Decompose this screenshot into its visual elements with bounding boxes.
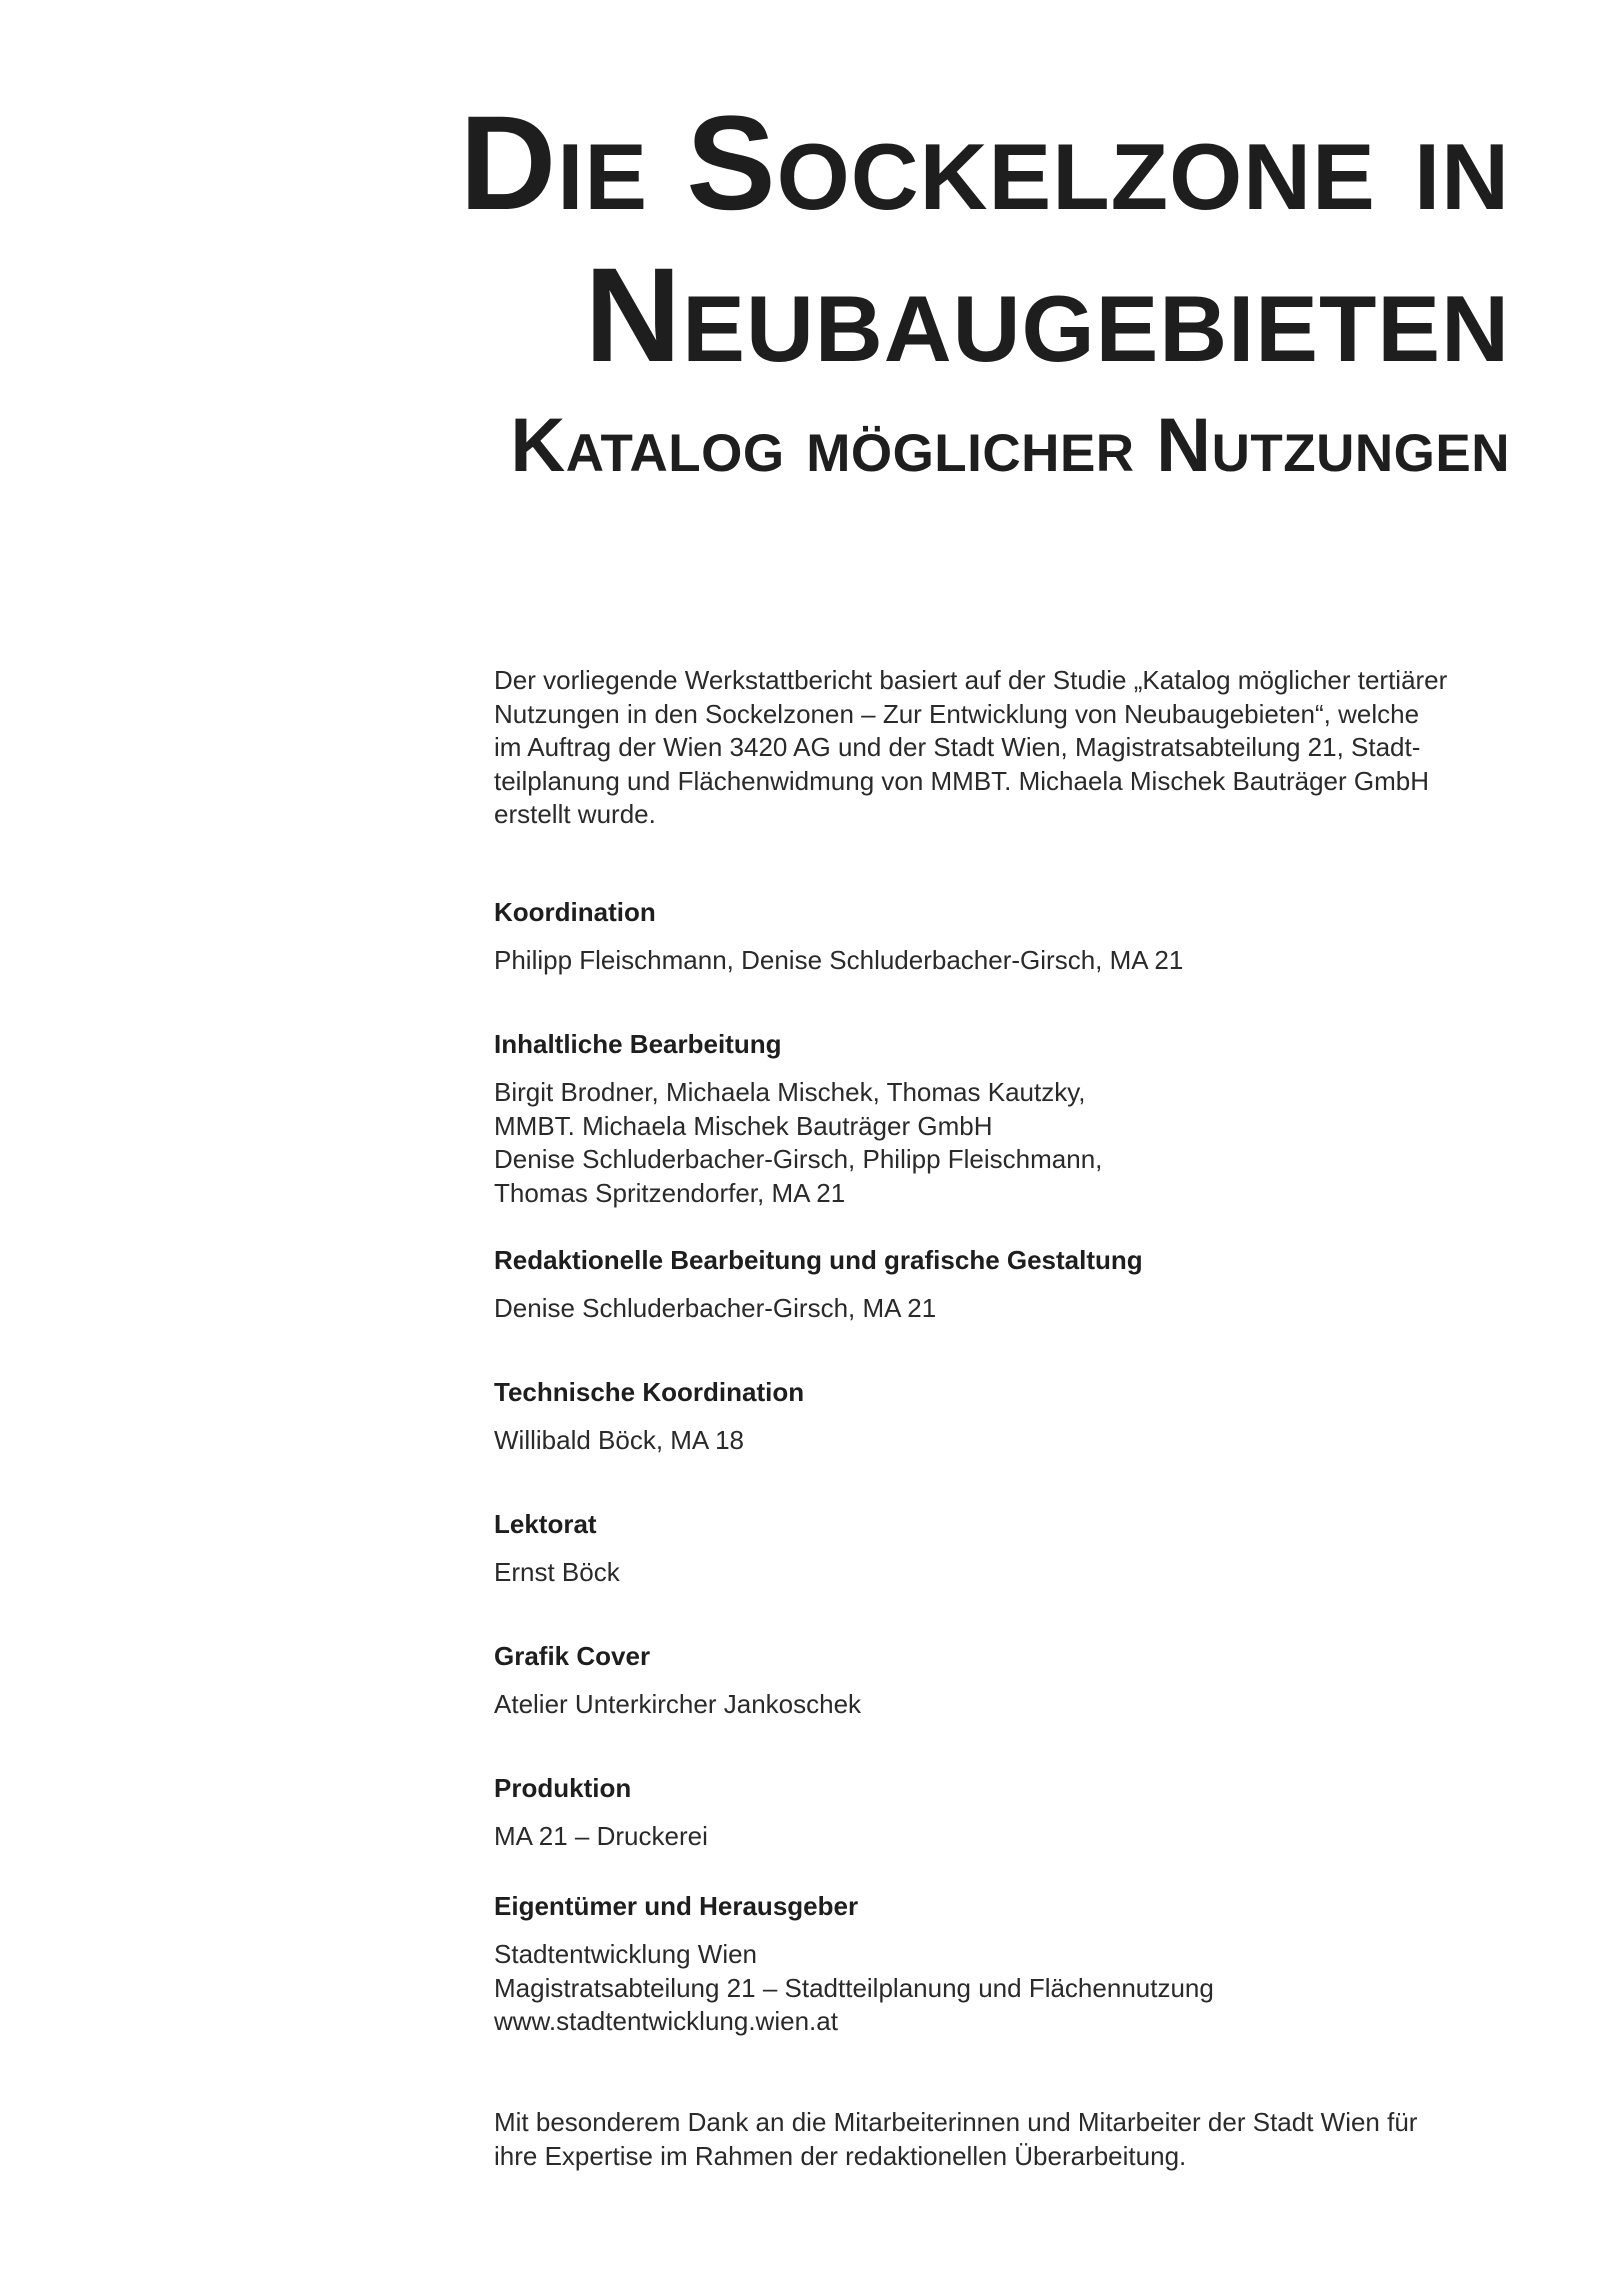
title-line-1: Die Sockelzone in xyxy=(459,89,1510,238)
intro-line: Nutzungen in den Sockelzonen – Zur Entwicklung von Neubaugebieten“, welche xyxy=(494,698,1420,729)
credit-inhaltliche-bearbeitung xyxy=(494,1028,1524,1210)
credit-heading: Produktion xyxy=(494,1773,632,1803)
credit-heading: Grafik Cover xyxy=(494,1641,651,1671)
intro-line: erstellt wurde. xyxy=(494,799,656,829)
intro-paragraph xyxy=(494,664,1524,832)
credit-line: Denise Schluderbacher-Girsch, Philipp Fleischmann, xyxy=(494,1144,1103,1174)
credit-heading: Lektorat xyxy=(494,1509,597,1539)
thanks-paragraph xyxy=(494,2106,1524,2173)
credit-line: Birgit Brodner, Michaela Mischek, Thomas Kautzky, xyxy=(494,1077,1086,1107)
title-block xyxy=(410,88,1510,392)
credit-grafik-cover xyxy=(494,1640,1524,1722)
credit-produktion xyxy=(494,1772,1524,1854)
credit-koordination xyxy=(494,896,1524,978)
credit-redaktionelle-bearbeitung xyxy=(494,1244,1524,1326)
credit-line: Ernst Böck xyxy=(494,1557,620,1587)
credit-line: MMBT. Michaela Mischek Bauträger GmbH xyxy=(494,1110,993,1141)
intro-line: teilplanung und Flächenwidmung von MMBT. Michaela Mischek Bauträger GmbH xyxy=(494,765,1429,796)
credit-lektorat xyxy=(494,1508,1524,1590)
credit-line: Willibald Böck, MA 18 xyxy=(494,1425,744,1455)
subtitle: Katalog möglicher Nutzungen xyxy=(510,403,1510,488)
intro-line: im Auftrag der Wien 3420 AG und der Stadt Wien, Magistratsabteilung 21, Stadt- xyxy=(494,732,1421,762)
credit-line: Thomas Spritzendorfer, MA 21 xyxy=(494,1177,846,1208)
credit-line: MA 21 – Druckerei xyxy=(494,1821,708,1851)
credit-heading: Inhaltliche Bearbeitung xyxy=(494,1029,782,1059)
credit-line: Denise Schluderbacher-Girsch, MA 21 xyxy=(494,1293,937,1323)
thanks-line: ihre Expertise im Rahmen der redaktionellen Überarbeitung. xyxy=(494,2140,1187,2171)
credit-eigentuemer-herausgeber xyxy=(494,1890,1524,2039)
credit-heading: Koordination xyxy=(494,897,656,927)
credit-heading: Eigentümer und Herausgeber xyxy=(494,1891,859,1921)
credit-line: www.stadtentwicklung.wien.at xyxy=(494,2006,838,2036)
content-column xyxy=(494,664,1524,2171)
credit-line: Magistratsabteilung 21 – Stadtteilplanung und Flächennutzung xyxy=(494,1972,1214,2003)
credit-technische-koordination xyxy=(494,1376,1524,1458)
thanks-line: Mit besonderem Dank an die Mitarbeiterinnen und Mitarbeiter der Stadt Wien für xyxy=(494,2107,1418,2137)
credit-heading: Redaktionelle Bearbeitung und grafische Gestaltung xyxy=(494,1245,1143,1275)
credit-line: Stadtentwicklung Wien xyxy=(494,1939,758,1969)
intro-line: Der vorliegende Werkstattbericht basiert auf der Studie „Katalog möglicher tertiärer xyxy=(494,665,1448,695)
title-line-2: Neubaugebieten xyxy=(584,241,1510,390)
credit-line: Atelier Unterkircher Jankoschek xyxy=(494,1689,862,1719)
credit-line: Philipp Fleischmann, Denise Schluderbacher-Girsch, MA 21 xyxy=(494,945,1184,975)
credit-heading: Technische Koordination xyxy=(494,1377,805,1407)
